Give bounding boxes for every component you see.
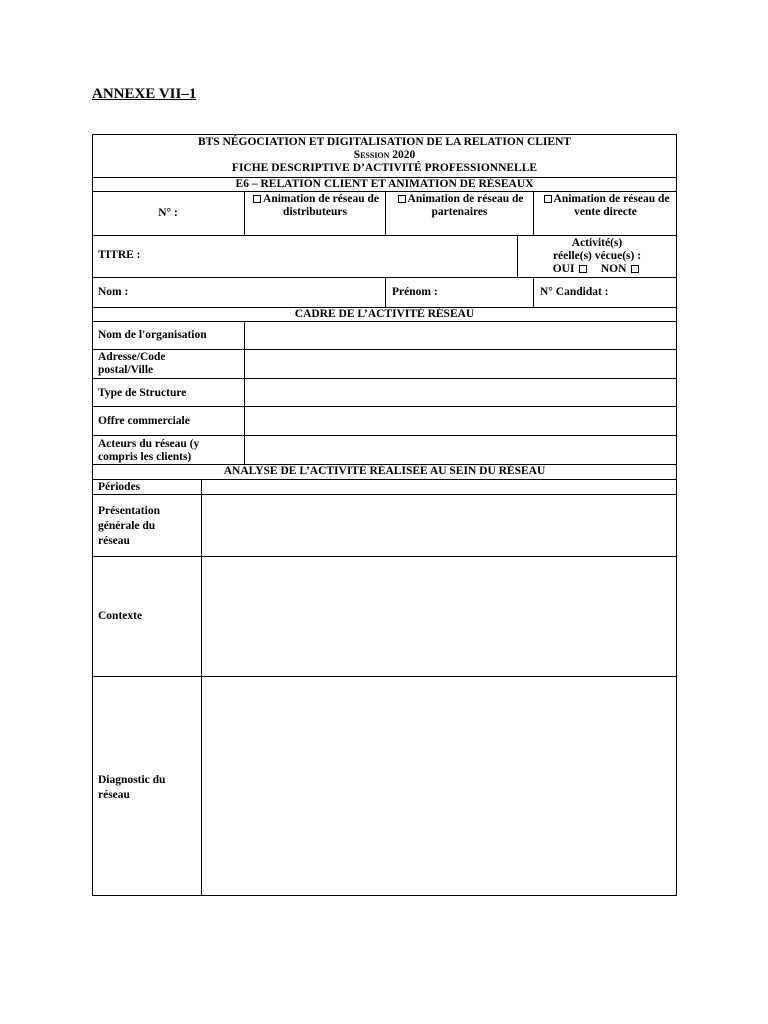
annexe-title: ANNEXE VII–1 <box>92 86 197 102</box>
field-diagnostic-reseau: Diagnostic du réseau <box>98 774 166 801</box>
option-reseau-distributeurs[interactable]: Animation de réseau de distributeurs <box>246 193 384 219</box>
oui-non-choice <box>518 263 676 276</box>
header-line-4: E6 – RELATION CLIENT ET ANIMATION DE RÉSEAUX <box>235 178 534 190</box>
oui-checkbox-icon[interactable] <box>579 265 587 273</box>
field-offre-commerciale: Offre commerciale <box>98 415 190 427</box>
prenom-label: Prénom : <box>392 286 438 298</box>
field-type-structure: Type de Structure <box>98 387 187 399</box>
field-presentation-generale: Présentation générale du réseau <box>98 505 160 547</box>
header-line-1: BTS NÉGOCIATION ET DIGITALISATION DE LA RELATION CLIENT <box>197 136 572 148</box>
checkbox-icon[interactable] <box>253 195 261 203</box>
field-adresse: Adresse/Code postal/Ville <box>98 351 166 376</box>
activite-line-1: Activité(s) <box>571 237 623 249</box>
header-line-3: FICHE DESCRIPTIVE D’ACTIVITÉ PROFESSIONNELLE <box>231 162 538 174</box>
checkbox-icon[interactable] <box>544 195 552 203</box>
header-line-2: Session 2020 <box>353 149 416 161</box>
non-label: NON <box>600 263 627 275</box>
field-acteurs-reseau: Acteurs du réseau (y compris les clients) <box>98 438 200 463</box>
activite-line-2: réelle(s) vécue(s) : <box>552 250 642 262</box>
oui-label: OUI <box>552 263 575 275</box>
field-contexte: Contexte <box>98 610 143 622</box>
field-nom-organisation: Nom de l'organisation <box>98 329 207 341</box>
non-checkbox-icon[interactable] <box>631 265 639 273</box>
nom-label: Nom : <box>98 286 129 298</box>
titre-label: TITRE : <box>98 249 141 261</box>
no-label: N° : <box>158 207 178 219</box>
option-reseau-partenaires[interactable]: Animation de réseau de partenaires <box>387 193 532 219</box>
option-reseau-vente-directe[interactable]: Animation de réseau de vente directe <box>535 193 676 219</box>
section-cadre-title: CADRE DE L’ACTIVITÉ RÉSEAU <box>294 308 475 320</box>
candidat-label: N° Candidat : <box>540 286 609 298</box>
checkbox-icon[interactable] <box>398 195 406 203</box>
field-periodes: Périodes <box>98 481 141 493</box>
section-analyse-title: ANALYSE DE L’ACTIVITÉ RÉALISÉE AU SEIN DU RÉSEAU <box>223 465 546 477</box>
